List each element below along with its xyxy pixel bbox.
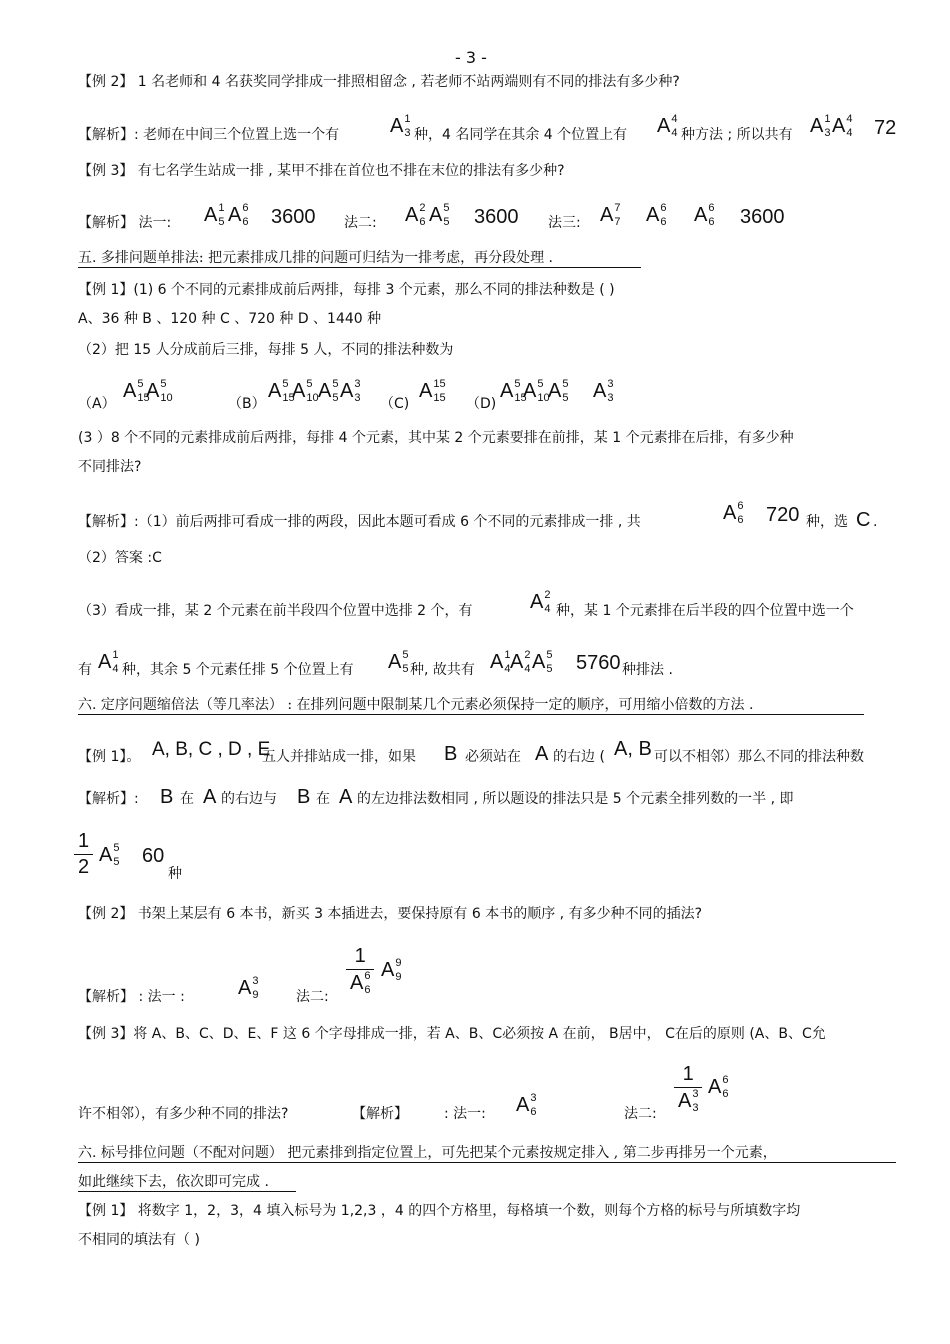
formula-subscript: 4 <box>671 127 678 139</box>
formula-base: A <box>832 114 846 137</box>
analysis-2-answer: （2）答案 :C <box>78 550 162 566</box>
page-number: - 3 - <box>455 48 487 67</box>
formula-superscript: 3 <box>252 975 259 987</box>
example-2-question: 【例 2】 1 名老师和 4 名获奖同学排成一排照相留念 , 若老师不站两端则有不同的排法有多少种? <box>78 74 680 90</box>
formula-a55-analysis-3 <box>388 650 408 675</box>
formula-base: A <box>657 114 671 137</box>
example-d3-line-1: 【例 3】将 A、B、C、D、E、F 这 6 个字母排成一排，若 A、B、C必须按 A 在前， B居中， C在后的原则 (A、B、C允 <box>78 1026 826 1042</box>
formula-base: A <box>318 379 332 402</box>
example-d1-text-c: 的右边 ( <box>553 749 605 765</box>
formula-base: A <box>694 203 708 226</box>
formula-superscript: 2 <box>419 202 426 214</box>
formula-a31 <box>390 114 410 139</box>
formula-base: A <box>678 1089 692 1112</box>
formula-a44-product <box>832 114 852 139</box>
letter-a: A <box>535 743 549 765</box>
formula-subscript: 15 <box>282 392 295 404</box>
formula-subscript: 5 <box>113 856 120 868</box>
example-d1-text-b: 必须站在 <box>465 749 521 765</box>
fraction-1-over-a66 <box>346 945 374 996</box>
section-6-heading-ordering: 六. 定序问题缩倍法（等几率法） : 在排列问题中限制某几个元素必须保持一定的顺序，可用缩小倍数的方法 . <box>78 697 864 715</box>
example-3-method-3-label: 法三: <box>548 215 581 231</box>
option-d-label: （D) <box>466 396 497 412</box>
formula-subscript: 6 <box>660 216 667 228</box>
formula-subscript: 10 <box>160 392 173 404</box>
fraction-denominator-a33 <box>674 1089 702 1114</box>
example-1-part-1: 【例 1】(1) 6 个不同的元素排成前后两排，每排 3 个元素，那么不同的排法种数是 ( ) <box>78 282 615 298</box>
formula-superscript: 3 <box>530 1092 537 1104</box>
option-a-term-2 <box>146 379 173 404</box>
option-b-term-4 <box>340 379 360 404</box>
formula-subscript: 10 <box>306 392 319 404</box>
formula-superscript: 1 <box>504 649 511 661</box>
result-3600-method-2: 3600 <box>474 206 519 228</box>
formula-a55-d1 <box>99 843 119 868</box>
formula-superscript: 1 <box>824 113 831 125</box>
result-60: 60 <box>142 845 165 867</box>
period: . <box>873 514 878 530</box>
example-1-part-3-line-2: 不同排法? <box>78 459 142 475</box>
formula-base: A <box>593 379 607 402</box>
formula-superscript: 6 <box>364 970 371 982</box>
formula-base: A <box>350 971 364 994</box>
section-6-heading-labeling-line-2: 如此继续下去，依次即可完成 . <box>78 1174 296 1192</box>
letter-a-analysis-2: A <box>339 786 353 808</box>
formula-subscript: 4 <box>504 663 511 675</box>
section-6-heading-labeling-line-1: 六. 标号排位问题（不配对问题） 把元素排到指定位置上，可先把某个元素按规定排入 , 第二步再排另一个元素， <box>78 1145 896 1163</box>
formula-subscript: 3 <box>354 392 361 404</box>
formula-base: A <box>123 379 137 402</box>
formula-a41 <box>98 650 118 675</box>
result-72: 72 <box>874 117 897 139</box>
example-3-method-2-label: 法二: <box>344 215 377 231</box>
formula-subscript: 15 <box>433 392 446 404</box>
example-d3-line-2: 许不相邻），有多少种不同的排法? <box>78 1106 289 1122</box>
formula-subscript: 6 <box>364 984 371 996</box>
formula-base: A <box>388 650 402 673</box>
example-d1-label: 【例 1】。 <box>78 749 141 765</box>
formula-superscript: 3 <box>692 1088 699 1100</box>
formula-superscript: 4 <box>671 113 678 125</box>
formula-base: A <box>516 1093 530 1116</box>
example-d2-method-1-label: 【解析】 : 法一 : <box>78 989 185 1005</box>
formula-superscript: 5 <box>546 649 553 661</box>
formula-superscript: 6 <box>737 500 744 512</box>
formula-subscript: 9 <box>395 971 402 983</box>
example-d1-analysis-right: 的右边与 <box>221 791 277 807</box>
fraction-denominator-a66 <box>346 971 374 996</box>
formula-base: A <box>548 379 562 402</box>
example-d1-analysis-in-1: 在 <box>180 791 194 807</box>
product-term-a41 <box>490 650 510 675</box>
analysis-3-line-1b: 种，某 1 个元素排在后半段的四个位置中选一个 <box>556 603 854 619</box>
fraction-one-half <box>74 830 93 879</box>
formula-subscript: 4 <box>544 603 551 615</box>
analysis-1-text: 【解析】:（1）前后两排可看成一排的两段，因此本题可看成 6 个不同的元素排成一排 , 共 <box>78 514 641 530</box>
formula-subscript: 6 <box>530 1106 537 1118</box>
formula-a31-product <box>810 114 830 139</box>
formula-base: A <box>340 379 354 402</box>
formula-a93 <box>238 976 258 1001</box>
section-5-heading: 五. 多排问题单排法: 把元素排成几排的问题可归结为一排考虑，再分段处理 . <box>78 250 641 268</box>
formula-superscript: 5 <box>443 202 450 214</box>
formula-subscript: 15 <box>514 392 527 404</box>
formula-subscript: 5 <box>218 216 225 228</box>
example-d3-method-1-label: : 法一: <box>444 1106 486 1122</box>
formula-superscript: 5 <box>514 378 521 390</box>
formula-subscript: 10 <box>537 392 550 404</box>
option-b-term-1 <box>268 379 295 404</box>
example-2-analysis-part-2: 种，4 名同学在其余 4 个位置上有 <box>414 127 628 143</box>
formula-superscript: 3 <box>607 378 614 390</box>
example-1-part-3-line-1: (3 ）8 个不同的元素排成前后两排，每排 4 个元素，其中某 2 个元素要排在前排，某 1 个元素排在后排，有多少种 <box>78 430 794 446</box>
option-d-term-3 <box>548 379 568 404</box>
formula-base: A <box>405 203 419 226</box>
formula-base: A <box>523 379 537 402</box>
formula-superscript: 5 <box>402 649 409 661</box>
formula-subscript: 4 <box>524 663 531 675</box>
unit-zhong: 种 <box>168 866 182 882</box>
formula-base: A <box>490 650 504 673</box>
formula-subscript: 5 <box>332 392 339 404</box>
fraction-numerator: 1 <box>354 945 366 967</box>
formula-base: A <box>810 114 824 137</box>
formula-a99 <box>381 958 401 983</box>
example-2-analysis-part-3: 种方法 ; 所以共有 <box>681 127 793 143</box>
example-d3-method-2-label: 法二: <box>624 1106 657 1122</box>
formula-base: A <box>646 203 660 226</box>
fraction-1-over-a33 <box>674 1063 702 1114</box>
formula-superscript: 5 <box>282 378 289 390</box>
formula-superscript: 3 <box>354 378 361 390</box>
bar <box>346 969 374 970</box>
example-d2-method-2-label: 法二: <box>296 989 329 1005</box>
option-c-term-1 <box>419 379 446 404</box>
formula-a66 <box>228 203 248 228</box>
example-d2-question: 【例 2】 书架上某层有 6 本书，新买 3 本插进去，要保持原有 6 本书的顺序 , 有多少种不同的插法? <box>78 906 703 922</box>
formula-base: A <box>708 1075 722 1098</box>
example-d1-analysis-label: 【解析】: <box>78 791 139 807</box>
example-d3-analysis-label: 【解析】 <box>352 1106 408 1122</box>
option-b-term-3 <box>318 379 338 404</box>
formula-subscript: 9 <box>252 989 259 1001</box>
formula-subscript: 6 <box>722 1088 729 1100</box>
fraction-numerator: 1 <box>682 1063 694 1085</box>
analysis-1-choice-label: 种，选 <box>806 514 848 530</box>
option-a-label: （A） <box>78 396 116 412</box>
letters-abcde: A, B, C , D , E <box>152 739 271 760</box>
formula-a66-analysis-1 <box>723 501 743 526</box>
formula-base: A <box>381 958 395 981</box>
formula-a62 <box>405 203 425 228</box>
formula-a44 <box>657 114 677 139</box>
formula-subscript: 3 <box>692 1102 699 1114</box>
formula-superscript: 2 <box>524 649 531 661</box>
formula-base: A <box>510 650 524 673</box>
example-d1-analysis-rest: 的左边排法数相同 , 所以题设的排法只是 5 个元素全排列数的一半 , 即 <box>357 791 794 807</box>
formula-base: A <box>500 379 514 402</box>
result-720: 720 <box>766 504 800 526</box>
formula-subscript: 6 <box>737 514 744 526</box>
analysis-3-line-2b: 种，其余 5 个元素任排 5 个位置上有 <box>122 662 354 678</box>
formula-a42 <box>530 590 550 615</box>
example-3-method-1-label: 【解析】 法一: <box>78 215 172 231</box>
analysis-3-line-2c: 种, 故共有 <box>410 662 475 678</box>
formula-base: A <box>390 114 404 137</box>
bar <box>674 1087 702 1088</box>
result-5760: 5760 <box>576 652 621 674</box>
formula-superscript: 1 <box>404 113 411 125</box>
formula-superscript: 6 <box>660 202 667 214</box>
example-e1-line-2: 不相同的填法有（ ) <box>78 1232 200 1248</box>
formula-a77 <box>600 203 620 228</box>
formula-base: A <box>238 976 252 999</box>
example-d1-text-a: 五人并排站成一排，如果 <box>262 749 416 765</box>
formula-subscript: 15 <box>137 392 150 404</box>
formula-base: A <box>723 501 737 524</box>
formula-base: A <box>292 379 306 402</box>
option-d-term-4 <box>593 379 613 404</box>
analysis-3-line-2a: 有 <box>78 662 92 678</box>
formula-base: A <box>429 203 443 226</box>
formula-subscript: 5 <box>402 663 409 675</box>
result-3600-method-1: 3600 <box>271 206 316 228</box>
formula-superscript: 7 <box>614 202 621 214</box>
option-d-term-2 <box>523 379 550 404</box>
formula-superscript: 5 <box>537 378 544 390</box>
option-b-label: （B） <box>228 396 266 412</box>
example-2-analysis-part-1: 【解析】: 老师在中间三个位置上选一个有 <box>78 127 340 143</box>
letter-a-analysis-1: A <box>203 786 217 808</box>
formula-superscript: 5 <box>306 378 313 390</box>
example-e1-line-1: 【例 1】 将数字 1，2，3，4 填入标号为 1,2,3 ，4 的四个方格里，每格填一个数，则每个方格的标号与所填数字均 <box>78 1203 801 1219</box>
result-3600-method-3: 3600 <box>740 206 785 228</box>
analysis-3-line-1a: （3）看成一排，某 2 个元素在前半段四个位置中选排 2 个，有 <box>78 603 473 619</box>
example-1-part-2: （2）把 15 人分成前后三排，每排 5 人，不同的排法种数为 <box>78 342 454 358</box>
example-1-options: A、36 种 B 、120 种 C 、720 种 D 、1440 种 <box>78 311 382 327</box>
formula-subscript: 4 <box>846 127 853 139</box>
example-d1-analysis-in-2: 在 <box>316 791 330 807</box>
formula-base: A <box>530 590 544 613</box>
fraction-denominator: 2 <box>78 856 90 878</box>
formula-superscript: 4 <box>846 113 853 125</box>
formula-base: A <box>204 203 218 226</box>
formula-superscript: 1 <box>218 202 225 214</box>
formula-subscript: 6 <box>242 216 249 228</box>
formula-subscript: 5 <box>443 216 450 228</box>
formula-subscript: 3 <box>404 127 411 139</box>
product-term-a42 <box>510 650 530 675</box>
formula-base: A <box>600 203 614 226</box>
formula-superscript: 5 <box>113 842 120 854</box>
letters-ab: A, B <box>614 738 652 760</box>
formula-a66-b <box>694 203 714 228</box>
example-3-question: 【例 3】 有七名学生站成一排 , 某甲不排在首位也不排在末位的排法有多少种? <box>78 163 565 179</box>
formula-subscript: 6 <box>708 216 715 228</box>
formula-a66-a <box>646 203 666 228</box>
formula-superscript: 1 <box>112 649 119 661</box>
formula-superscript: 5 <box>160 378 167 390</box>
formula-a63 <box>516 1093 536 1118</box>
formula-subscript: 3 <box>824 127 831 139</box>
example-d1-text-d: 可以不相邻）那么不同的排法种数 <box>654 749 864 765</box>
formula-subscript: 5 <box>546 663 553 675</box>
formula-a66-d3 <box>708 1075 728 1100</box>
formula-subscript: 7 <box>614 216 621 228</box>
letter-b-analysis-1: B <box>160 786 174 808</box>
formula-superscript: 9 <box>395 957 402 969</box>
letter-b-analysis-2: B <box>297 786 311 808</box>
option-c-label: （C) <box>380 396 410 412</box>
formula-base: A <box>419 379 433 402</box>
formula-base: A <box>532 650 546 673</box>
formula-a51 <box>204 203 224 228</box>
analysis-3-line-2d: 种排法 . <box>622 662 673 678</box>
formula-base: A <box>146 379 160 402</box>
product-term-a55 <box>532 650 552 675</box>
formula-base: A <box>99 843 113 866</box>
fraction-numerator: 1 <box>78 830 90 852</box>
formula-superscript: 5 <box>562 378 569 390</box>
formula-superscript: 6 <box>722 1074 729 1086</box>
formula-subscript: 6 <box>419 216 426 228</box>
formula-base: A <box>98 650 112 673</box>
bar <box>74 854 93 855</box>
formula-superscript: 15 <box>433 378 446 390</box>
formula-base: A <box>228 203 242 226</box>
choice-c: C <box>856 509 871 531</box>
formula-subscript: 4 <box>112 663 119 675</box>
option-b-term-2 <box>292 379 319 404</box>
formula-superscript: 5 <box>332 378 339 390</box>
formula-base: A <box>268 379 282 402</box>
letter-b: B <box>444 743 458 765</box>
formula-subscript: 5 <box>562 392 569 404</box>
formula-superscript: 6 <box>708 202 715 214</box>
formula-subscript: 3 <box>607 392 614 404</box>
formula-superscript: 5 <box>137 378 144 390</box>
formula-superscript: 2 <box>544 589 551 601</box>
formula-a55 <box>429 203 449 228</box>
formula-superscript: 6 <box>242 202 249 214</box>
